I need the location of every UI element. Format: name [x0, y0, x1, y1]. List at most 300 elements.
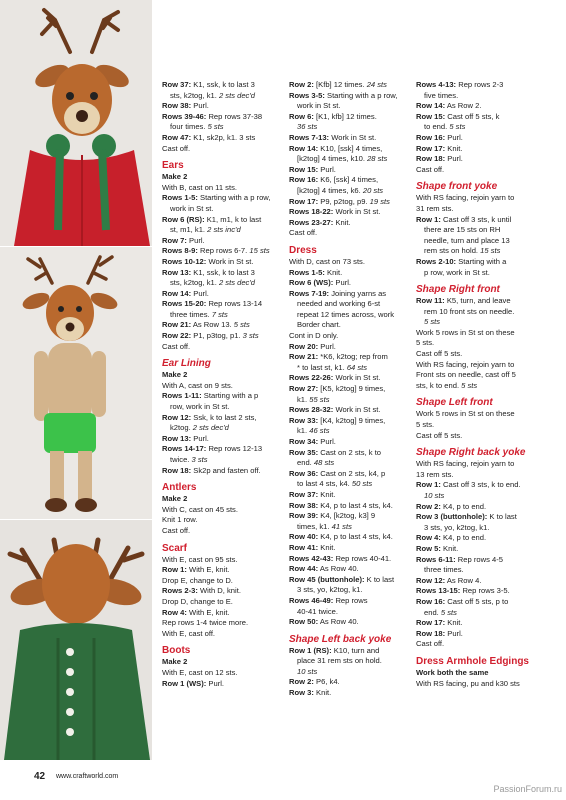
- instruction-text: 5 sts.: [416, 420, 435, 430]
- instruction-line: [289, 342, 411, 353]
- instruction-text: Knit.: [327, 267, 343, 277]
- instruction-line: [162, 204, 284, 215]
- instruction-line: [289, 585, 411, 596]
- instruction-line: [162, 679, 284, 690]
- instruction-text: 5 sts.: [416, 338, 435, 348]
- instruction-text: K1, ssk, k to last 3: [193, 80, 255, 89]
- instruction-line: [289, 426, 411, 437]
- stitch-count: 2 sts dec'd: [218, 278, 256, 288]
- instruction-text: Work in St st.: [335, 373, 381, 383]
- instruction-text: P6, k4.: [316, 677, 340, 687]
- instruction-line: [289, 405, 411, 416]
- row-label: Row 15:: [289, 164, 319, 174]
- instruction-text: work in St st.: [297, 101, 341, 111]
- instruction-line: [289, 228, 411, 239]
- sub-heading: Make 2: [162, 657, 188, 667]
- stitch-count: 7 sts: [211, 309, 228, 319]
- row-label: Row 15:: [416, 111, 446, 121]
- instruction-text: Purl.: [193, 288, 209, 298]
- stitch-count: 3 sts: [242, 331, 259, 341]
- instruction-text: With RS facing, rejoin yarn to: [416, 359, 515, 369]
- row-label: Rows 42-43:: [289, 553, 334, 563]
- instruction-text: With D, cast on 73 sts.: [289, 256, 365, 266]
- section-heading: Dress: [289, 244, 317, 256]
- stitch-count: 5 sts: [449, 122, 466, 132]
- instruction-text: needed and working 6-st: [297, 299, 381, 309]
- row-label: Row 6:: [289, 111, 314, 121]
- instruction-text: rem sts on hold.: [424, 246, 481, 256]
- row-label: Row 20:: [289, 341, 319, 351]
- instruction-text: Purl.: [193, 433, 209, 443]
- row-label: Row 37:: [162, 80, 192, 89]
- instruction-text: Rep rows 37-38: [208, 111, 263, 121]
- instruction-text: st, m1, k1.: [170, 225, 208, 235]
- row-label: Rows 39-46:: [162, 111, 207, 121]
- instruction-line: [416, 80, 544, 91]
- instruction-line: [162, 257, 284, 268]
- row-label: Rows 18-22:: [289, 207, 334, 217]
- instruction-text: Cast off 5 sts.: [416, 349, 463, 359]
- instruction-text: Cast off 5 sts, p to: [447, 596, 509, 606]
- instruction-text: Cast off.: [162, 525, 191, 535]
- row-label: Row 17:: [416, 618, 446, 628]
- instruction-text: Rep rows 4-5: [457, 554, 503, 564]
- instruction-text: Purl.: [320, 437, 336, 446]
- row-label: Row 4:: [162, 607, 187, 617]
- stitch-count: 46 sts: [309, 426, 330, 436]
- instruction-text: k1.: [297, 426, 310, 436]
- photo-reindeer-green-shorts: [0, 247, 152, 519]
- instruction-line: [162, 555, 284, 566]
- row-label: Row 16:: [416, 132, 446, 142]
- row-label: Row 7:: [162, 235, 187, 245]
- instruction-line: [289, 363, 411, 374]
- instruction-line: [416, 480, 544, 491]
- stitch-count: 15 sts: [480, 246, 501, 256]
- instruction-text: Starting with a p row,: [200, 193, 271, 203]
- instruction-line: [289, 197, 411, 208]
- stitch-count: 41 sts: [331, 521, 352, 531]
- instruction-text: Cast off.: [289, 228, 318, 238]
- instruction-line: [162, 576, 284, 587]
- instruction-line: [416, 165, 544, 176]
- instruction-line: [289, 575, 411, 586]
- instruction-text: Work 5 rows in St st on these: [416, 327, 515, 337]
- instruction-line: [289, 289, 411, 300]
- instruction-line: [162, 299, 284, 310]
- row-label: Row 38:: [289, 500, 319, 510]
- instruction-text: 13 rem sts.: [416, 469, 454, 479]
- instruction-line: [416, 512, 544, 523]
- instruction-text: Purl.: [447, 628, 463, 638]
- instruction-line: [289, 543, 411, 554]
- instruction-text: Cast off 5 sts, k: [447, 111, 500, 121]
- instruction-text: Starting with a: [458, 256, 507, 266]
- stitch-count: 2 sts dec'd: [192, 423, 229, 433]
- instruction-line: [416, 122, 544, 133]
- instruction-text: Purl.: [447, 154, 463, 164]
- instruction-text: With E, cast off.: [162, 628, 216, 638]
- instruction-text: end.: [424, 607, 441, 617]
- row-label: Row 13:: [162, 267, 192, 277]
- instruction-text: 40-41 twice.: [297, 606, 338, 616]
- instruction-text: Border chart.: [297, 320, 341, 330]
- instruction-line: [289, 175, 411, 186]
- instruction-line: [162, 668, 284, 679]
- instruction-line: [162, 193, 284, 204]
- instruction-line: [289, 617, 411, 628]
- stitch-count: 50 sts: [351, 479, 373, 489]
- instruction-text: Purl.: [335, 278, 352, 288]
- instruction-text: With RS facing, rejoin yarn to: [416, 193, 515, 203]
- instruction-line: [416, 533, 544, 544]
- row-label: Row 6 (WS):: [289, 278, 334, 288]
- instruction-line: [289, 165, 411, 176]
- instruction-line: [162, 331, 284, 342]
- instruction-line: [162, 466, 284, 477]
- instruction-text: As Row 40.: [319, 564, 359, 574]
- instruction-line: [416, 555, 544, 566]
- instruction-line: [416, 144, 544, 155]
- row-label: Row 41:: [289, 542, 319, 552]
- instruction-line: [289, 395, 411, 406]
- instruction-text: [k2tog] 4 times, k10.: [297, 154, 368, 164]
- row-label: Rows 23-27:: [289, 217, 334, 227]
- section-heading: Shape Left front: [416, 397, 493, 409]
- instruction-text: With A, cast on 9 sts.: [162, 380, 233, 390]
- instruction-line: [416, 236, 544, 247]
- row-label: Row 6 (RS):: [162, 214, 205, 224]
- instruction-text: K4, p to last 4 sts, k4.: [320, 500, 393, 510]
- stitch-count: 10 sts: [297, 666, 318, 676]
- instruction-line: [416, 268, 544, 279]
- instruction-text: Knit.: [320, 542, 336, 552]
- instruction-text: Cast off.: [416, 164, 445, 174]
- row-label: Rows 2-10:: [416, 256, 457, 266]
- instruction-line: [289, 469, 411, 480]
- stitch-count: 20 sts: [362, 185, 384, 195]
- instruction-line: [289, 268, 411, 279]
- stitch-count: 36 sts: [297, 122, 318, 132]
- instruction-text: sts, k2tog, k1.: [170, 278, 219, 288]
- instruction-text: Starting with a p: [203, 391, 259, 401]
- instruction-line: [289, 91, 411, 102]
- instruction-line: [289, 352, 411, 363]
- instruction-text: Cast off.: [162, 341, 191, 351]
- row-label: Rows 22-26:: [289, 373, 334, 383]
- sub-heading: Work both the same: [416, 667, 489, 677]
- row-label: Row 27:: [289, 384, 319, 394]
- text-column-1: [162, 80, 284, 689]
- instruction-line: [162, 505, 284, 516]
- instruction-line: [416, 586, 544, 597]
- row-label: Rows 6-11:: [416, 554, 456, 564]
- row-label: Rows 46-49:: [289, 595, 334, 605]
- row-label: Rows 1-5:: [289, 267, 325, 277]
- row-label: Row 13:: [162, 433, 192, 443]
- stitch-count: 19 sts: [369, 196, 390, 206]
- instruction-text: K4, [k2tog, k3] 9: [320, 511, 376, 521]
- instruction-text: Rep rows 40-41.: [335, 553, 392, 563]
- photo-reindeer-red-coat: [0, 0, 152, 246]
- instruction-line: [289, 437, 411, 448]
- instruction-line: [162, 381, 284, 392]
- instruction-text: Knit 1 row.: [162, 515, 198, 525]
- row-label: Row 17:: [289, 196, 319, 206]
- instruction-line: [162, 215, 284, 226]
- instruction-text: repeat 12 times across, work: [297, 309, 395, 319]
- instruction-text: Knit.: [447, 143, 463, 153]
- row-label: Row 18:: [162, 465, 192, 475]
- instruction-text: 31 rem sts.: [416, 203, 454, 213]
- section-heading: Shape Right front: [416, 284, 500, 296]
- instruction-line: [289, 511, 411, 522]
- stitch-count: 3 sts: [191, 455, 208, 464]
- instruction-text: times, k1.: [297, 521, 332, 531]
- row-label: Rows 1-5:: [162, 193, 198, 203]
- instruction-text: Purl.: [189, 235, 205, 245]
- instruction-line: [416, 246, 544, 257]
- row-label: Row 14:: [162, 288, 192, 298]
- instruction-text: Sk2p and fasten off.: [193, 465, 261, 475]
- instruction-line: [416, 91, 544, 102]
- text-column-2: [289, 80, 411, 699]
- instruction-text: P9, p2tog, p9.: [320, 196, 370, 206]
- row-label: Row 21:: [289, 352, 319, 362]
- instruction-line: [289, 490, 411, 501]
- row-label: Rows 14-17:: [162, 444, 207, 454]
- stitch-count: 55 sts: [309, 394, 330, 404]
- instruction-text: Purl.: [320, 341, 336, 351]
- sub-heading: Make 2: [162, 370, 188, 380]
- instruction-text: Joining yarns as: [331, 288, 387, 298]
- instruction-line: [162, 278, 284, 289]
- row-label: Rows 10-12:: [162, 256, 207, 266]
- instruction-line: [416, 459, 544, 470]
- instruction-line: [162, 342, 284, 353]
- instruction-line: [289, 522, 411, 533]
- instruction-line: [162, 526, 284, 537]
- instruction-line: [416, 307, 544, 318]
- instruction-line: [416, 618, 544, 629]
- stitch-count: 48 sts: [313, 458, 335, 468]
- row-label: Row 2:: [289, 80, 314, 89]
- instruction-line: [416, 523, 544, 534]
- instruction-line: [416, 565, 544, 576]
- instruction-line: [289, 257, 411, 268]
- instruction-text: *K6, k2tog; rep from: [320, 352, 388, 362]
- instruction-line: [162, 289, 284, 300]
- section-heading: Dress Armhole Edgings: [416, 655, 529, 667]
- instruction-text: Knit.: [335, 217, 351, 227]
- instruction-text: row, work in St st.: [170, 402, 230, 412]
- instruction-text: Rep rows: [335, 595, 368, 605]
- instruction-text: K10, turn and: [333, 645, 380, 655]
- sub-heading: Make 2: [162, 494, 188, 504]
- instruction-text: three times.: [424, 565, 464, 575]
- instruction-text: Knit.: [320, 489, 336, 499]
- instruction-line: [416, 193, 544, 204]
- instruction-line: [416, 544, 544, 555]
- instruction-line: [162, 608, 284, 619]
- instruction-line: [289, 112, 411, 123]
- instruction-text: rem 10 front sts on needle.: [424, 306, 515, 316]
- stitch-count: 2 sts dec'd: [218, 90, 256, 100]
- instruction-text: [K4, k2tog] 9 times,: [320, 415, 386, 425]
- instruction-line: [416, 338, 544, 349]
- watermark: PassionForum.ru: [493, 784, 562, 794]
- instruction-text: there are 15 sts on RH: [424, 225, 501, 235]
- instruction-line: [289, 416, 411, 427]
- instruction-text: Drop D, change to E.: [162, 596, 233, 606]
- instruction-text: K1, sk2p, k1. 3 sts: [193, 132, 256, 142]
- instruction-line: [289, 532, 411, 543]
- instruction-text: With E, knit.: [189, 565, 230, 575]
- instruction-text: k1.: [297, 394, 310, 404]
- instruction-line: [162, 515, 284, 526]
- stitch-count: 10 sts: [424, 491, 445, 500]
- instruction-line: [416, 409, 544, 420]
- instruction-line: [416, 431, 544, 442]
- instruction-line: [289, 554, 411, 565]
- stitch-count: 5 sts: [233, 320, 250, 330]
- row-label: Row 37:: [289, 489, 319, 499]
- instruction-text: to last 4 sts, k4.: [297, 479, 352, 489]
- row-label: Row 34:: [289, 437, 319, 446]
- instruction-text: With D, knit.: [200, 586, 241, 596]
- instruction-line: [416, 502, 544, 513]
- row-label: Rows 13-15:: [416, 586, 461, 596]
- instruction-text: As Row 13.: [192, 320, 234, 330]
- instruction-line: [289, 133, 411, 144]
- row-label: Row 44:: [289, 564, 319, 574]
- instruction-line: [416, 101, 544, 112]
- instruction-text: Work in St st.: [335, 405, 381, 415]
- instruction-line: [416, 215, 544, 226]
- instruction-text: sts, k to end.: [416, 380, 462, 390]
- instruction-text: K to last: [489, 512, 517, 522]
- instruction-line: [416, 470, 544, 481]
- instruction-text: With E, cast on 95 sts.: [162, 554, 238, 564]
- instruction-text: Cast off 3 sts, k to end.: [443, 480, 521, 490]
- instruction-line: [289, 384, 411, 395]
- instruction-line: [289, 122, 411, 133]
- instruction-line: [289, 320, 411, 331]
- row-label: Row 12:: [162, 412, 192, 422]
- row-label: Row 12:: [416, 575, 446, 585]
- instruction-text: [K1, kfb] 12 times.: [316, 111, 377, 121]
- instruction-line: [416, 328, 544, 339]
- instruction-line: [416, 133, 544, 144]
- row-label: Row 18:: [416, 154, 446, 164]
- instruction-line: [289, 101, 411, 112]
- instruction-line: [162, 133, 284, 144]
- instruction-line: [416, 679, 544, 690]
- instruction-text: Work 5 rows in St st on these: [416, 409, 515, 419]
- row-label: Row 21:: [162, 320, 192, 330]
- instruction-line: [416, 491, 544, 502]
- stitch-count: 2 sts inc'd: [207, 225, 241, 235]
- instruction-text: Work in St st.: [331, 132, 377, 142]
- instruction-line: [289, 448, 411, 459]
- instruction-line: [162, 402, 284, 413]
- instruction-line: [162, 122, 284, 133]
- row-label: Row 18:: [416, 628, 446, 638]
- instruction-text: Starting with a p row,: [327, 90, 398, 100]
- instruction-line: [289, 186, 411, 197]
- instruction-line: [289, 667, 411, 678]
- instruction-text: Purl.: [320, 164, 336, 174]
- row-label: Row 38:: [162, 101, 192, 111]
- instruction-text: Purl.: [208, 678, 225, 688]
- row-label: Row 50:: [289, 617, 319, 627]
- instruction-text: K1, m1, k to last: [206, 214, 262, 224]
- row-label: Row 17:: [416, 143, 446, 153]
- instruction-text: K6, [ssk] 4 times,: [320, 175, 379, 185]
- instruction-text: Purl.: [447, 132, 463, 142]
- instruction-text: Purl.: [193, 101, 209, 111]
- instruction-line: [416, 296, 544, 307]
- row-label: Row 22:: [162, 331, 192, 341]
- stitch-count: 5 sts: [461, 380, 478, 390]
- instruction-text: Knit.: [316, 688, 332, 698]
- row-label: Row 4:: [416, 533, 441, 543]
- stitch-count: 15 sts: [249, 246, 270, 256]
- instruction-text: With B, cast on 11 sts.: [162, 182, 237, 192]
- instruction-line: [289, 596, 411, 607]
- instruction-line: [416, 257, 544, 268]
- instruction-text: Drop E, change to D.: [162, 575, 233, 585]
- instruction-text: five times.: [424, 90, 459, 100]
- instruction-text: [Kfb] 12 times.: [316, 80, 367, 89]
- instruction-line: [162, 629, 284, 640]
- row-label: Row 16:: [416, 596, 446, 606]
- instruction-text: twice.: [170, 455, 192, 464]
- instruction-line: [162, 413, 284, 424]
- row-label: Rows 7-19:: [289, 288, 330, 298]
- row-label: Rows 7-13:: [289, 132, 330, 142]
- instruction-text: three times.: [170, 309, 212, 319]
- instruction-text: K10, [ssk] 4 times,: [320, 143, 383, 153]
- row-label: Row 3 (buttonhole):: [416, 512, 488, 522]
- instruction-line: [289, 299, 411, 310]
- row-label: Row 1 (WS):: [162, 678, 207, 688]
- sub-heading: Make 2: [162, 172, 188, 182]
- instruction-text: Knit.: [447, 618, 463, 628]
- website-url: www.craftworld.com: [56, 773, 119, 780]
- instruction-line: [416, 112, 544, 123]
- instruction-line: [289, 479, 411, 490]
- row-label: Row 1:: [162, 565, 187, 575]
- instruction-text: Rep rows 2-3: [458, 80, 504, 89]
- section-heading: Antlers: [162, 482, 197, 494]
- instruction-line: [416, 629, 544, 640]
- instruction-line: [289, 80, 411, 91]
- row-label: Row 16:: [289, 175, 319, 185]
- instruction-text: As Row 40.: [319, 617, 359, 627]
- instruction-text: With E, cast on 12 sts.: [162, 667, 238, 677]
- row-label: Rows 28-32:: [289, 405, 334, 415]
- instruction-line: [416, 204, 544, 215]
- instruction-line: [289, 331, 411, 342]
- instruction-text: place 31 rem sts on hold.: [297, 656, 382, 666]
- instruction-text: Cast off.: [162, 143, 191, 153]
- stitch-count: 64 sts: [346, 362, 368, 372]
- instruction-line: [416, 608, 544, 619]
- instruction-text: k2tog.: [170, 423, 193, 433]
- stitch-count: 24 sts: [366, 80, 387, 89]
- photo-column: [0, 0, 152, 760]
